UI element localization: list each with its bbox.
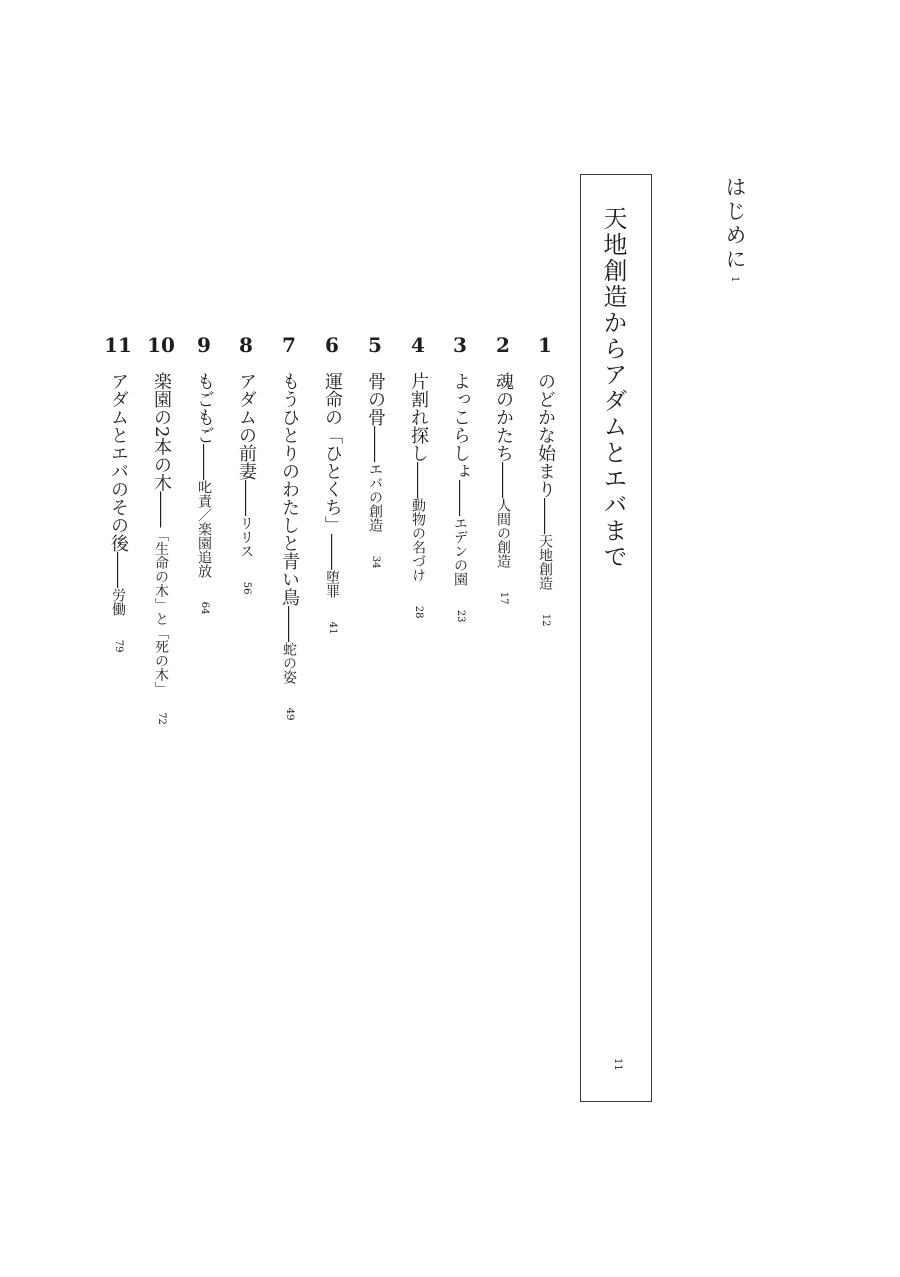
chapter-number: 8: [239, 333, 253, 357]
chapter-title: 楽園の2本の木: [151, 372, 172, 492]
chapter-entry: [405, 372, 431, 618]
chapter-dash: ――: [194, 444, 215, 480]
chapter-entry: [233, 372, 259, 594]
chapter-number: 7: [282, 333, 296, 357]
chapter-page-number: 79: [113, 639, 124, 653]
intro-page-number: 1: [729, 276, 740, 283]
chapter-entry: [490, 372, 516, 604]
chapter-number: 3: [453, 333, 467, 357]
chapter-gap: [236, 558, 257, 582]
chapter-dash: ――: [322, 534, 343, 570]
chapter-title: よっこらしょ: [450, 372, 471, 480]
chapter-title: 骨の骨: [365, 372, 386, 426]
chapter-entry: [532, 372, 558, 626]
chapter-dash: ――: [493, 462, 514, 498]
part-title: 天地創造からアダムとエバまで: [599, 206, 627, 570]
chapter-number: 10: [147, 333, 175, 357]
chapter-gap: [408, 582, 429, 606]
chapter-gap: [365, 532, 386, 556]
chapter-title: アダムとエバのその後: [108, 372, 129, 552]
chapter-entry: [191, 372, 217, 614]
chapter-subtitle: 動物の名づけ: [410, 498, 426, 582]
chapter-gap: [322, 598, 343, 622]
chapter-dash: ――: [236, 480, 257, 516]
chapter-entry: [105, 372, 131, 652]
chapter-subtitle: エバの創造: [367, 462, 383, 532]
chapter-page-number: 12: [540, 613, 551, 627]
chapter-title: もごもご: [194, 372, 215, 444]
chapter-page-number: 34: [370, 555, 381, 569]
chapter-dash: ――: [279, 606, 300, 642]
chapter-number: 11: [104, 333, 132, 357]
chapter-page-number: 56: [241, 581, 252, 595]
chapter-title: アダムの前妻: [236, 372, 257, 480]
chapter-gap: [493, 568, 514, 592]
chapter-dash: ――: [365, 426, 386, 462]
chapter-entry: [362, 372, 388, 568]
chapter-dash: ――: [535, 498, 556, 534]
chapter-gap: [194, 578, 215, 602]
chapter-title: もうひとりのわたしと青い鳥: [279, 372, 300, 606]
chapter-dash: ――: [108, 552, 129, 588]
chapter-page-number: 64: [199, 601, 210, 615]
chapter-entry: [276, 372, 302, 720]
chapter-number: 6: [325, 333, 339, 357]
chapter-subtitle: 「生命の木」と「死の木」: [153, 527, 169, 689]
chapter-gap: [108, 616, 129, 640]
chapter-gap: [279, 684, 300, 708]
chapter-subtitle: 叱責／楽園追放: [196, 480, 212, 578]
chapter-subtitle: 天地創造: [537, 534, 553, 590]
chapter-subtitle: 人間の創造: [495, 498, 511, 568]
chapter-title: 魂のかたち: [493, 372, 514, 462]
chapter-dash: ――: [408, 462, 429, 498]
chapter-gap: [151, 688, 172, 712]
chapter-number: 4: [411, 333, 425, 357]
chapter-subtitle: 蛇の姿: [281, 642, 297, 684]
part-page-number: 11: [612, 1058, 623, 1071]
chapter-page-number: 41: [327, 621, 338, 635]
chapter-title: のどかな始まり: [535, 372, 556, 498]
chapter-dash: ――: [151, 491, 172, 528]
chapter-page-number: 28: [413, 605, 424, 619]
chapter-subtitle: 労働: [110, 588, 126, 616]
chapter-gap: [450, 586, 471, 610]
chapter-page-number: 49: [284, 707, 295, 721]
chapter-number: 2: [496, 333, 510, 357]
chapter-number: 9: [197, 333, 211, 357]
chapter-page-number: 72: [156, 712, 167, 725]
chapter-entry: [148, 372, 174, 725]
chapter-gap: [535, 590, 556, 614]
intro-title: はじめに: [723, 176, 747, 272]
chapter-entry: [319, 372, 345, 634]
chapter-title: 運命の「ひとくち」: [322, 372, 343, 534]
chapter-number: 1: [538, 333, 552, 357]
chapter-page-number: 17: [498, 591, 509, 605]
chapter-dash: ――: [450, 480, 471, 516]
chapter-subtitle: 堕罪: [324, 570, 340, 598]
chapter-subtitle: リリス: [238, 516, 254, 558]
chapter-page-number: 23: [455, 609, 466, 623]
chapter-title: 片割れ探し: [408, 372, 429, 462]
chapter-subtitle: エデンの園: [452, 516, 468, 586]
chapter-entry: [447, 372, 473, 622]
chapter-number: 5: [368, 333, 382, 357]
